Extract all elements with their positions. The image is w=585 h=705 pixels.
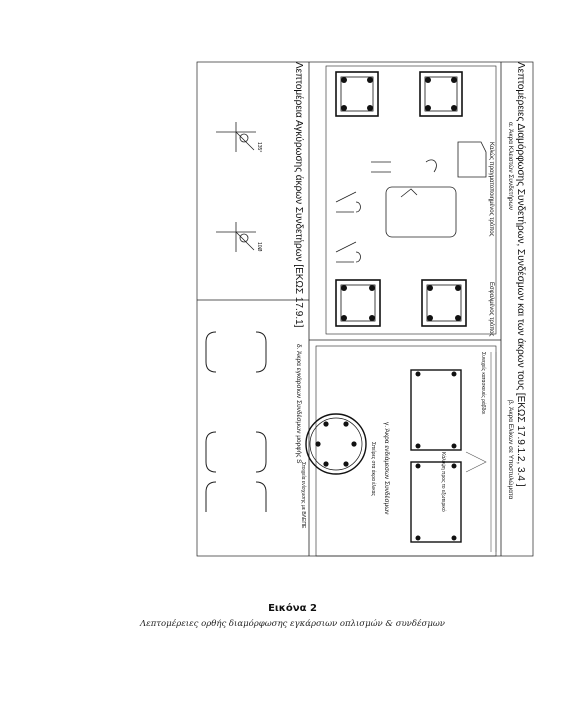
anchorage-title: Λεπτομέρεια Αγκύρωσης άκρων Συνδετήρων [ΕΚΩΣ 17.9.1] xyxy=(293,62,304,328)
section-delta-label: δ. Άκρα εγκάρσιων Συνδέσμων μορφής S xyxy=(295,344,302,464)
dim-hook: 10Ø xyxy=(256,242,262,252)
label-correct: Καλώς πραγματοποιημένος τρόπος xyxy=(488,142,494,237)
figure-caption-title: Εικόνα 2 xyxy=(268,603,317,614)
helix-note: Σπείρες στα άκρα έλικας xyxy=(370,442,376,496)
section-beta-label: β. Άκρα Ελίκων σε Υποστυλώματα xyxy=(507,400,514,500)
helix-section xyxy=(306,414,366,474)
anchorage-details xyxy=(216,122,256,252)
note-tie: Στοιχεία ενίσχυσης με ΒΛΕΠΕ xyxy=(300,462,306,529)
technical-drawing xyxy=(196,52,534,560)
note-continuous: Συνεχείς κατασκευές ράβδοι xyxy=(480,352,486,415)
label-wrong: Εσφαλμένος τρόπος xyxy=(488,282,494,337)
note-side: Κάλυψη προς το εξωτερικό xyxy=(440,452,446,512)
figure-caption-subtitle: Λεπτομέρειες ορθής διαμόρφωσης εγκάρσιων οπλισμών & συνδέσμων xyxy=(140,619,445,629)
dim-angle: 135° xyxy=(256,142,262,153)
section-gamma-label: γ. Άκρα ενδιάμεσων Συνδέσμων xyxy=(383,422,390,515)
s-hook-details xyxy=(206,332,266,512)
longitudinal-bars xyxy=(411,370,461,542)
hook-details xyxy=(336,142,486,262)
main-title: Λεπτομέρειες Διαμόρφωσης Συνδετήρων, Συνδέσμων και των άκρων τους [ΕΚΩΣ 17.9.1.2, 3.4 ] xyxy=(515,62,526,487)
section-alpha-label: α. Άκρα Κλειστών Συνδετήρων xyxy=(507,122,514,210)
drawing-sheet xyxy=(196,52,534,560)
